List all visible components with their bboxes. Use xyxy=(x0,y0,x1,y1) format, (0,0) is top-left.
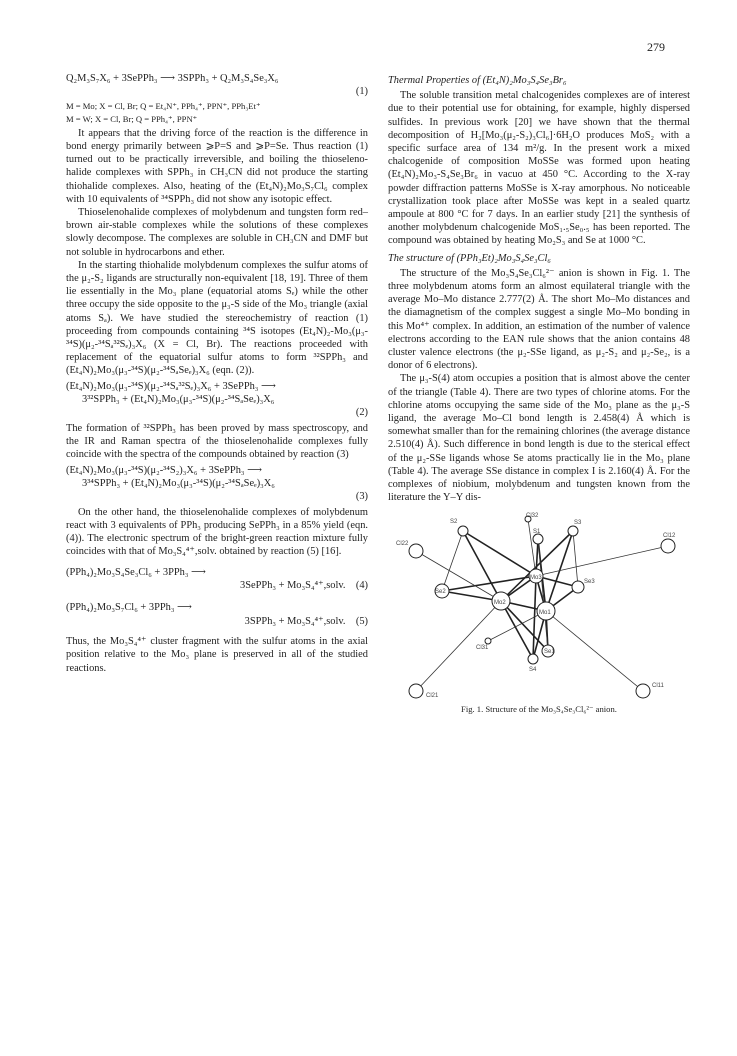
atom-cl12 xyxy=(661,539,675,553)
atom-s4 xyxy=(528,654,538,664)
paragraph-structure-overview: The structure of the Mo₃S₄Se₃Cl₆²⁻ anion is shown in Fig. 1. The three molybdenum atoms form an almost equilateral triangle with the average Mo–Mo distance 2.777(2) Å. The short Mo–Mo distances and the diamagnetism of the complex suggest a single Mo–Mo bonding in this Mo⁴⁺ complex. In addition, an estimation of the number of valence electrons according to the EAN rule shows that the anion contains 48 cluster valence electrons (the μ₂-SSe ligand, as μ₂-S₂ and μ₂-Se₂, is a donor of 6 electrons). xyxy=(388,267,690,372)
paragraph-driving-force: It appears that the driving force of the reaction is the difference in bond energy primarily between ⩾P=S and ⩾P=Se. Thus reaction (1) turned out to be practically irreversible, and boiling the thioseleno-halide complexes with SPPh₃ in CH₃CN did not produce the starting thiohalide complexes. Also, heating of the (Et₄N)₂Mo₃S₇Cl₆ complex with 10 equivalents of ³⁴SPPh₃ did not show any isotopic effect. xyxy=(66,127,368,205)
equation-2-number: (2) xyxy=(355,407,368,419)
section-heading-thermal: Thermal Properties of (Et₄N)₂Mo₃S₄Se₃Br₆ xyxy=(388,75,567,86)
label-cl31: Cl31 xyxy=(476,644,489,651)
atom-s1 xyxy=(533,534,543,544)
bond-mo3-s2 xyxy=(463,531,536,576)
bond-mo3-cl12 xyxy=(536,546,668,576)
equation-4-line-2: 3SePPh₃ + Mo₃S₄⁴⁺,solv. xyxy=(240,579,346,591)
label-se3: Se3 xyxy=(584,578,595,585)
label-cl11: Cl11 xyxy=(652,682,664,689)
equation-3-line-2: 3³⁴SPPh₃ + (Et₄N)₂Mo₃(μ₃-³⁴S)(μ₂-³⁴SₐSeₑ)₃X₆ xyxy=(82,477,275,489)
label-mo1: Mo1 xyxy=(539,609,551,616)
label-se2: Se2 xyxy=(435,588,446,595)
bond-mo3-cl32 xyxy=(528,519,536,576)
equation-5-line-2: 3SPPh₃ + Mo₃S₄⁴⁺,solv. xyxy=(244,615,346,627)
bond-s3-se3 xyxy=(573,531,578,587)
figure-caption: Fig. 1. Structure of the Mo₃S₄Se₃Cl₆²⁻ anion. xyxy=(461,703,617,714)
label-mo2: Mo2 xyxy=(494,599,506,606)
bond-mo1-cl31 xyxy=(488,611,546,641)
label-cl12: Cl12 xyxy=(663,532,676,539)
right-column xyxy=(388,70,690,716)
equation-2-line-2: 3³²SPPh₃ + (Et₄N)₂Mo₃(μ₃-³⁴S)(μ₂-³⁴SₐSeₑ)₃X₆ xyxy=(82,394,275,406)
label-cl32: Cl32 xyxy=(526,512,539,519)
label-cl22: Cl22 xyxy=(396,540,409,547)
equation-3-number: (3) xyxy=(355,491,368,503)
paragraph-pph3-reaction: On the other hand, the thioselenohalide complexes of molybdenum react with 3 equivalents of PPh₃ producing SePPh₃ in a 85% yield (eqn. (4)). The electronic spectrum of the bright-green reaction mixture fully coincides with that of Mo₃S₄⁴⁺,solv. obtained by reaction (5) [16]. xyxy=(66,506,368,558)
equation-3 xyxy=(66,464,368,504)
atom-cl11 xyxy=(636,684,650,698)
label-s3: S3 xyxy=(574,519,582,526)
structure-diagram xyxy=(388,511,690,701)
label-mo3: Mo3 xyxy=(530,574,542,581)
atom-cl22 xyxy=(409,544,423,558)
atom-se3 xyxy=(572,581,584,593)
paragraph-thermal-properties: The soluble transition metal chalcogenides complexes are of interest due to their potential use for obtaining, for example, highly dispersed sulfides. In previous work [20] we have shown that the thermal decomposition of H₂[Mo₃(μ₂-S₂)₃Cl₆]·6H₂O produces MoS₂ with a specific surface area of 134 m²/g. In the present work a mixed chalcogenide of composition MoSSe was formed upon heating (Et₄N)₂Mo₃-S₄Se₃Br₆ in vacuo at 450 °C. According to the X-ray powder diffraction patterns MoSSe is X-ray amorphous. No noticeable crystallization took place after MoSSe was kept in a sealed quartz ampoule at 800 °C for 7 days. In an earlier study [21] the synthesis of another molybdenum chalcogenide MoS₁.₅Se₀.₅ has been reported. The compound was obtained by heating Mo₂S₃ and Se at 1000 °C. xyxy=(388,90,690,247)
equation-1-note-1: M = Mo; X = Cl, Br; Q = Et₄N⁺, PPh₄⁺, PPN⁺, PPh₃Et⁺ xyxy=(66,100,261,111)
page-number: 279 xyxy=(647,40,665,54)
equation-5 xyxy=(66,601,368,628)
equation-2 xyxy=(66,380,368,420)
equation-4 xyxy=(66,566,368,593)
equation-1-number: (1) xyxy=(355,86,368,98)
atom-cl31 xyxy=(485,638,491,644)
figure-1 xyxy=(388,511,690,716)
equation-1-note-2: M = W; X = Cl, Br; Q = PPh₄⁺, PPN⁺ xyxy=(66,113,198,124)
label-s1: S1 xyxy=(533,528,541,535)
label-s4: S4 xyxy=(529,666,537,673)
equation-2-line-1: (Et₄N)₂Mo₃(μ₃-³⁴S)(μ₂-³⁴Sₐ³²Sₑ)₃X₆ + 3SePPh₃ ⟶ xyxy=(66,380,276,392)
equation-4-line-1: (PPh₄)₂Mo₃S₄Se₃Cl₆ + 3PPh₃ ⟶ xyxy=(66,566,206,578)
paragraph-conclusion: Thus, the Mo₃S₄⁴⁺ cluster fragment with the sulfur atoms in the axial position relative to the Mo₃ plane is preserved in all of the studied reactions. xyxy=(66,636,368,674)
atom-s2 xyxy=(458,526,468,536)
equation-4-number: (4) xyxy=(355,579,368,591)
paragraph-mass-spectroscopy: The formation of ³²SPPh₃ has been proved by mass spectroscopy, and the IR and Raman spectra of the thioselenohalide complexes fully coincide with the spectra of the compounds obtained by reaction (3) xyxy=(66,422,368,461)
equation-1-text: Q₂M₃S₇X₆ + 3SePPh₃ ⟶ 3SPPh₃ + Q₂M₃S₄Se₃X₆ xyxy=(66,73,279,84)
paragraph-chlorine-atoms: The μ₃-S(4) atom occupies a position that is almost above the center of the triangle (Table 4). There are two types of chlorine atoms. For the chlorine atoms occupying the same side of the Mo₃ plane as the μ₃-S ligand, the average Mo–Cl bond length is 2.458(4) Å which is somewhat smaller than for the remaining chlorines (the average distance 2.510(4) Å). Such difference in bond length is due to the sterical effect of the μ₂-SSe ligands whose Se atoms practically lie in the Mo₃ plane (Table 4). The average SSe distance in complex I is 2.160(4) Å. For the complexes of niobium, molybdenum and tungsten known from the literature the Y–Y dis- xyxy=(388,373,690,504)
bond-mo1-cl11 xyxy=(546,611,643,691)
label-s2: S2 xyxy=(450,518,458,525)
section-heading-structure: The structure of (PPh₃Et)₂Mo₃S₄Se₃Cl₆ xyxy=(388,252,551,264)
equation-3-line-1: (Et₄N)₂Mo₃(μ₃-³⁴S)(μ₂-³⁴S₂)₃X₆ + 3SePPh₃ ⟶ xyxy=(66,464,263,476)
equation-1 xyxy=(66,72,368,99)
atom-s3 xyxy=(568,526,578,536)
paragraph-stereochemistry: In the starting thiohalide molybdenum complexes the sulfur atoms of the μ₂-S₂ ligands are structurally non-equivalent [18, 19]. Three of them lie essentially in the Mo₃ plane (equatorial atoms Sₑ) while the other three occupy the side opposite to the μ₃-S side of the Mo₃ triangle (axial atoms Sₐ). We have studied the stereochemistry of reaction (1) proceeding from compounds containing ³⁴S isotopes (Et₄N)₂-Mo₃(μ₃-³⁴S)(μ₂-³⁴Sₐ³²Sₑ)₃X₆ (X = Cl, Br). The reactions proceeded with replacement of the equatorial sulfur atoms to form ³²SPPh₃ and (Et₄N)₂Mo₃(μ₃-³⁴S)(μ₂-³⁴SₐSeₑ)₃X₆ (eqn. (2)). xyxy=(66,259,368,377)
equation-5-number: (5) xyxy=(355,615,368,627)
bond-s2-se2 xyxy=(442,531,463,591)
paragraph-complex-properties: Thioselenohalide complexes of molybdenum and tungsten form red–brown air-stable complexes while the solutions of these complexes slowly decompose. The complexes are soluble in CH₃CN and DMF but not soluble in hydrocarbons and ether. xyxy=(66,207,368,258)
equation-5-line-1: (PPh₄)₂Mo₃S₇Cl₆ + 3PPh₃ ⟶ xyxy=(66,602,192,614)
atom-cl21 xyxy=(409,684,423,698)
label-cl21: Cl21 xyxy=(426,692,439,699)
bond-mo2-s2 xyxy=(463,531,501,601)
label-se1: Se1 xyxy=(544,648,555,655)
left-column xyxy=(66,70,368,675)
